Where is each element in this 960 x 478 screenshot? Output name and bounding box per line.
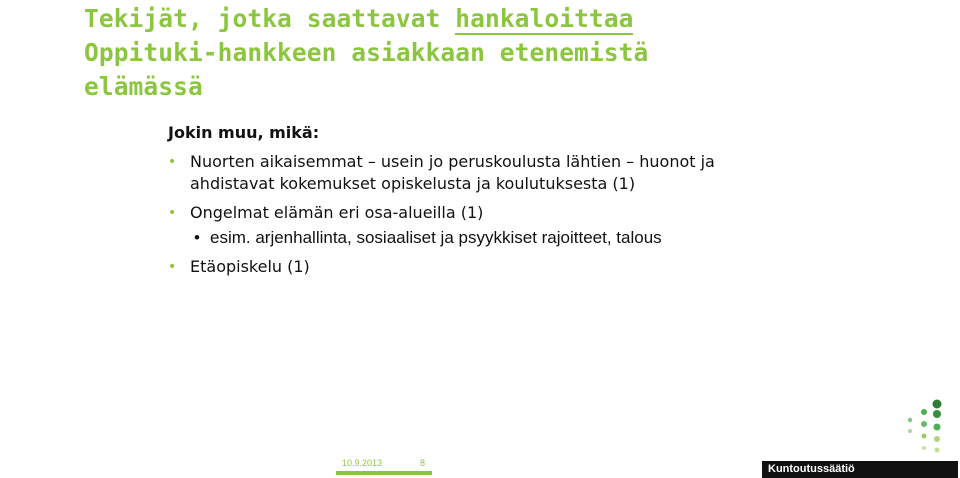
bullet-item-line-2: ahdistavat kokemukset opiskelusta ja koulutuksesta (1) <box>190 174 636 193</box>
slide-title <box>84 2 648 104</box>
title-underlined-word: hankaloittaa <box>455 4 634 33</box>
footer-page-number: 8 <box>420 458 426 468</box>
bullet-item <box>168 151 715 195</box>
title-line-3: elämässä <box>84 72 203 101</box>
bullet-item <box>168 256 715 278</box>
sub-bullet-list <box>190 227 715 249</box>
bullet-list <box>168 151 715 278</box>
bullet-item-line-1: • Nuorten aikaisemmat – usein jo peruskoulusta lähtien – huonot ja <box>190 152 715 171</box>
footer-divider <box>336 471 432 475</box>
footer-date: 10.9.2013 <box>342 458 383 468</box>
title-line-1 <box>84 2 648 36</box>
bullet-item <box>168 202 715 249</box>
brand-label: Kuntoutussäätiö <box>762 461 958 478</box>
bullet-item-text: • Ongelmat elämän eri osa-alueilla (1) <box>190 203 484 222</box>
title-line-2: Oppituki-hankkeen asiakkaan etenemistä <box>84 38 649 67</box>
content-heading: Jokin muu, mikä: <box>168 123 320 142</box>
bullet-item-text: • Etäopiskelu (1) <box>190 257 310 276</box>
title-line-1-text: Tekijät, jotka saattavat <box>84 4 456 33</box>
sub-bullet-item: • esim. arjenhallinta, sosiaaliset ja psyykkiset rajoitteet, talous <box>190 227 715 249</box>
kuntoutussaatio-logo-icon <box>900 398 950 458</box>
slide-content <box>168 123 715 285</box>
